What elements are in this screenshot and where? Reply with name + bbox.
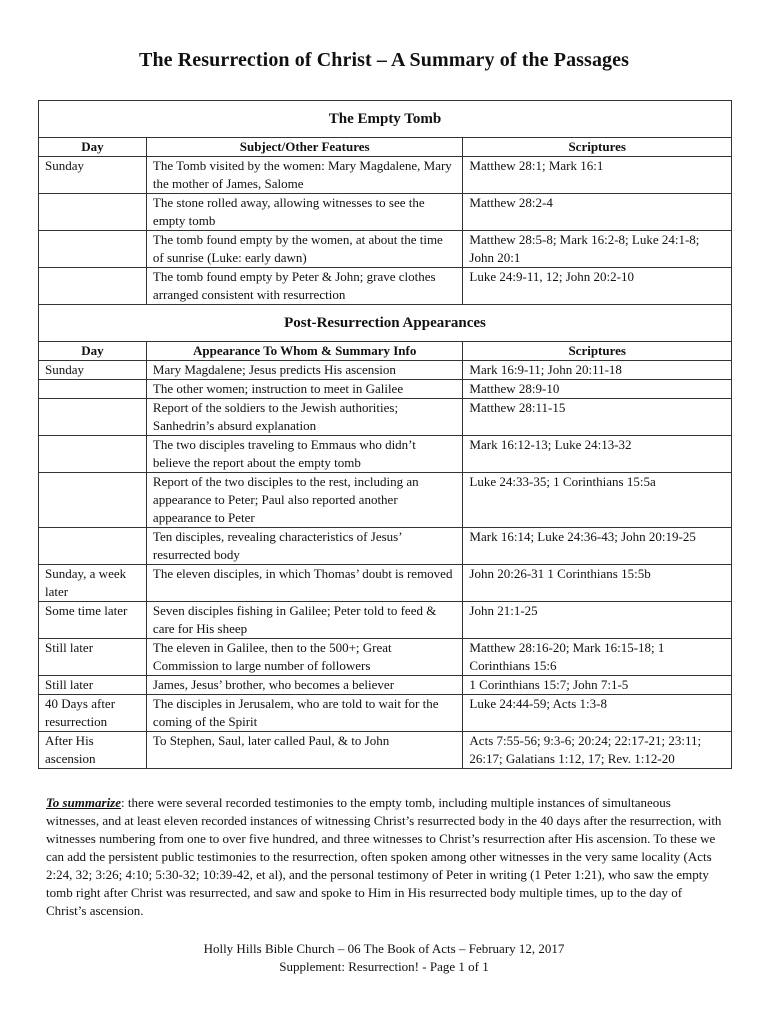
- day-cell: 40 Days after resurrection: [39, 695, 147, 732]
- scriptures-cell: Luke 24:33-35; 1 Corinthians 15:5a: [463, 473, 732, 528]
- day-cell: [39, 436, 147, 473]
- scriptures-cell: Matthew 28:2-4: [463, 194, 732, 231]
- day-cell: Sunday, a week later: [39, 565, 147, 602]
- subject-cell: The Tomb visited by the women: Mary Magdalene, Mary the mother of James, Salome: [146, 157, 463, 194]
- column-header-subject: Subject/Other Features: [146, 138, 463, 157]
- header-row: [39, 138, 732, 157]
- subject-cell: James, Jesus’ brother, who becomes a believer: [146, 676, 463, 695]
- scriptures-cell: John 20:26-31 1 Corinthians 15:5b: [463, 565, 732, 602]
- table-row: [39, 436, 732, 473]
- scriptures-cell: Matthew 28:11-15: [463, 399, 732, 436]
- column-header-scriptures: Scriptures: [463, 342, 732, 361]
- table-row: [39, 639, 732, 676]
- table-row: [39, 399, 732, 436]
- column-header-appearance: Appearance To Whom & Summary Info: [146, 342, 463, 361]
- footer-line-1: Holly Hills Bible Church – 06 The Book of Acts – February 12, 2017: [203, 941, 565, 956]
- column-header-day: Day: [39, 342, 147, 361]
- section-heading-empty-tomb: The Empty Tomb: [39, 101, 732, 138]
- summary-text: : there were several recorded testimonies to the empty tomb, including multiple instances of simultaneous witnesses, and at least eleven recorded instances of witnessing Christ’s resurrected body in the 40 days after the resurrection, with witnesses numbering from one to over five hundred, and three witnesses to Christ’s resurrection after His ascension. To these we can add the persistent public testimonies to the resurrection, often spoken among other witnesses in the very same locality (Acts 2:24, 32; 3:26; 4:10; 5:30-32; 10:39-42, et al), and the personal testimony of Peter in writing (1 Peter 1:21), who saw the empty tomb right after Christ was resurrected, and saw and spoke to Him in His resurrected body multiple times, up to the day of Christ’s ascension.: [46, 795, 722, 918]
- subject-cell: The tomb found empty by the women, at about the time of sunrise (Luke: early dawn): [146, 231, 463, 268]
- day-cell: Still later: [39, 639, 147, 676]
- scriptures-cell: Acts 7:55-56; 9:3-6; 20:24; 22:17-21; 23:11; 26:17; Galatians 1:12, 17; Rev. 1:12-20: [463, 732, 732, 769]
- day-cell: Sunday: [39, 157, 147, 194]
- subject-cell: The two disciples traveling to Emmaus who didn’t believe the report about the empty tomb: [146, 436, 463, 473]
- scriptures-cell: Mark 16:9-11; John 20:11-18: [463, 361, 732, 380]
- column-header-day: Day: [39, 138, 147, 157]
- table-row: [39, 732, 732, 769]
- table-row: [39, 231, 732, 268]
- table-row: [39, 157, 732, 194]
- scriptures-cell: Luke 24:9-11, 12; John 20:2-10: [463, 268, 732, 305]
- scriptures-cell: Matthew 28:9-10: [463, 380, 732, 399]
- page-title: The Resurrection of Christ – A Summary of the Passages: [139, 49, 629, 71]
- subject-cell: Seven disciples fishing in Galilee; Peter told to feed & care for His sheep: [146, 602, 463, 639]
- table-row: [39, 380, 732, 399]
- day-cell: Sunday: [39, 361, 147, 380]
- section-heading-appearances: Post-Resurrection Appearances: [39, 305, 732, 342]
- day-cell: Still later: [39, 676, 147, 695]
- footer-line-2: Supplement: Resurrection! - Page 1 of 1: [279, 959, 489, 974]
- page-footer: [0, 940, 768, 976]
- subject-cell: The stone rolled away, allowing witnesses to see the empty tomb: [146, 194, 463, 231]
- scriptures-cell: 1 Corinthians 15:7; John 7:1-5: [463, 676, 732, 695]
- column-header-scriptures: Scriptures: [463, 138, 732, 157]
- scriptures-cell: Mark 16:14; Luke 24:36-43; John 20:19-25: [463, 528, 732, 565]
- subject-cell: Mary Magdalene; Jesus predicts His ascension: [146, 361, 463, 380]
- table-row: [39, 528, 732, 565]
- table-row: [39, 361, 732, 380]
- subject-cell: The tomb found empty by Peter & John; grave clothes arranged consistent with resurrection: [146, 268, 463, 305]
- subject-cell: The other women; instruction to meet in Galilee: [146, 380, 463, 399]
- scriptures-cell: John 21:1-25: [463, 602, 732, 639]
- scriptures-cell: Matthew 28:5-8; Mark 16:2-8; Luke 24:1-8; John 20:1: [463, 231, 732, 268]
- table-row: [39, 602, 732, 639]
- table-row: [39, 473, 732, 528]
- table-row: [39, 565, 732, 602]
- table-row: [39, 194, 732, 231]
- passages-table: [38, 100, 732, 769]
- day-cell: After His ascension: [39, 732, 147, 769]
- day-cell: [39, 473, 147, 528]
- scriptures-cell: Luke 24:44-59; Acts 1:3-8: [463, 695, 732, 732]
- day-cell: [39, 231, 147, 268]
- subject-cell: The disciples in Jerusalem, who are told to wait for the coming of the Spirit: [146, 695, 463, 732]
- summary-lead: To summarize: [46, 795, 122, 810]
- subject-cell: Report of the soldiers to the Jewish authorities; Sanhedrin’s absurd explanation: [146, 399, 463, 436]
- day-cell: Some time later: [39, 602, 147, 639]
- day-cell: [39, 380, 147, 399]
- table-row: [39, 695, 732, 732]
- day-cell: [39, 528, 147, 565]
- day-cell: [39, 399, 147, 436]
- table-row: [39, 676, 732, 695]
- summary-paragraph: [46, 794, 722, 920]
- day-cell: [39, 268, 147, 305]
- subject-cell: The eleven disciples, in which Thomas’ doubt is removed: [146, 565, 463, 602]
- scriptures-cell: Matthew 28:1; Mark 16:1: [463, 157, 732, 194]
- subject-cell: To Stephen, Saul, later called Paul, & to John: [146, 732, 463, 769]
- day-cell: [39, 194, 147, 231]
- scriptures-cell: Matthew 28:16-20; Mark 16:15-18; 1 Corinthians 15:6: [463, 639, 732, 676]
- header-row: [39, 342, 732, 361]
- table-row: [39, 268, 732, 305]
- subject-cell: Report of the two disciples to the rest, including an appearance to Peter; Paul also reported another appearance to Peter: [146, 473, 463, 528]
- subject-cell: The eleven in Galilee, then to the 500+; Great Commission to large number of followers: [146, 639, 463, 676]
- scriptures-cell: Mark 16:12-13; Luke 24:13-32: [463, 436, 732, 473]
- subject-cell: Ten disciples, revealing characteristics of Jesus’ resurrected body: [146, 528, 463, 565]
